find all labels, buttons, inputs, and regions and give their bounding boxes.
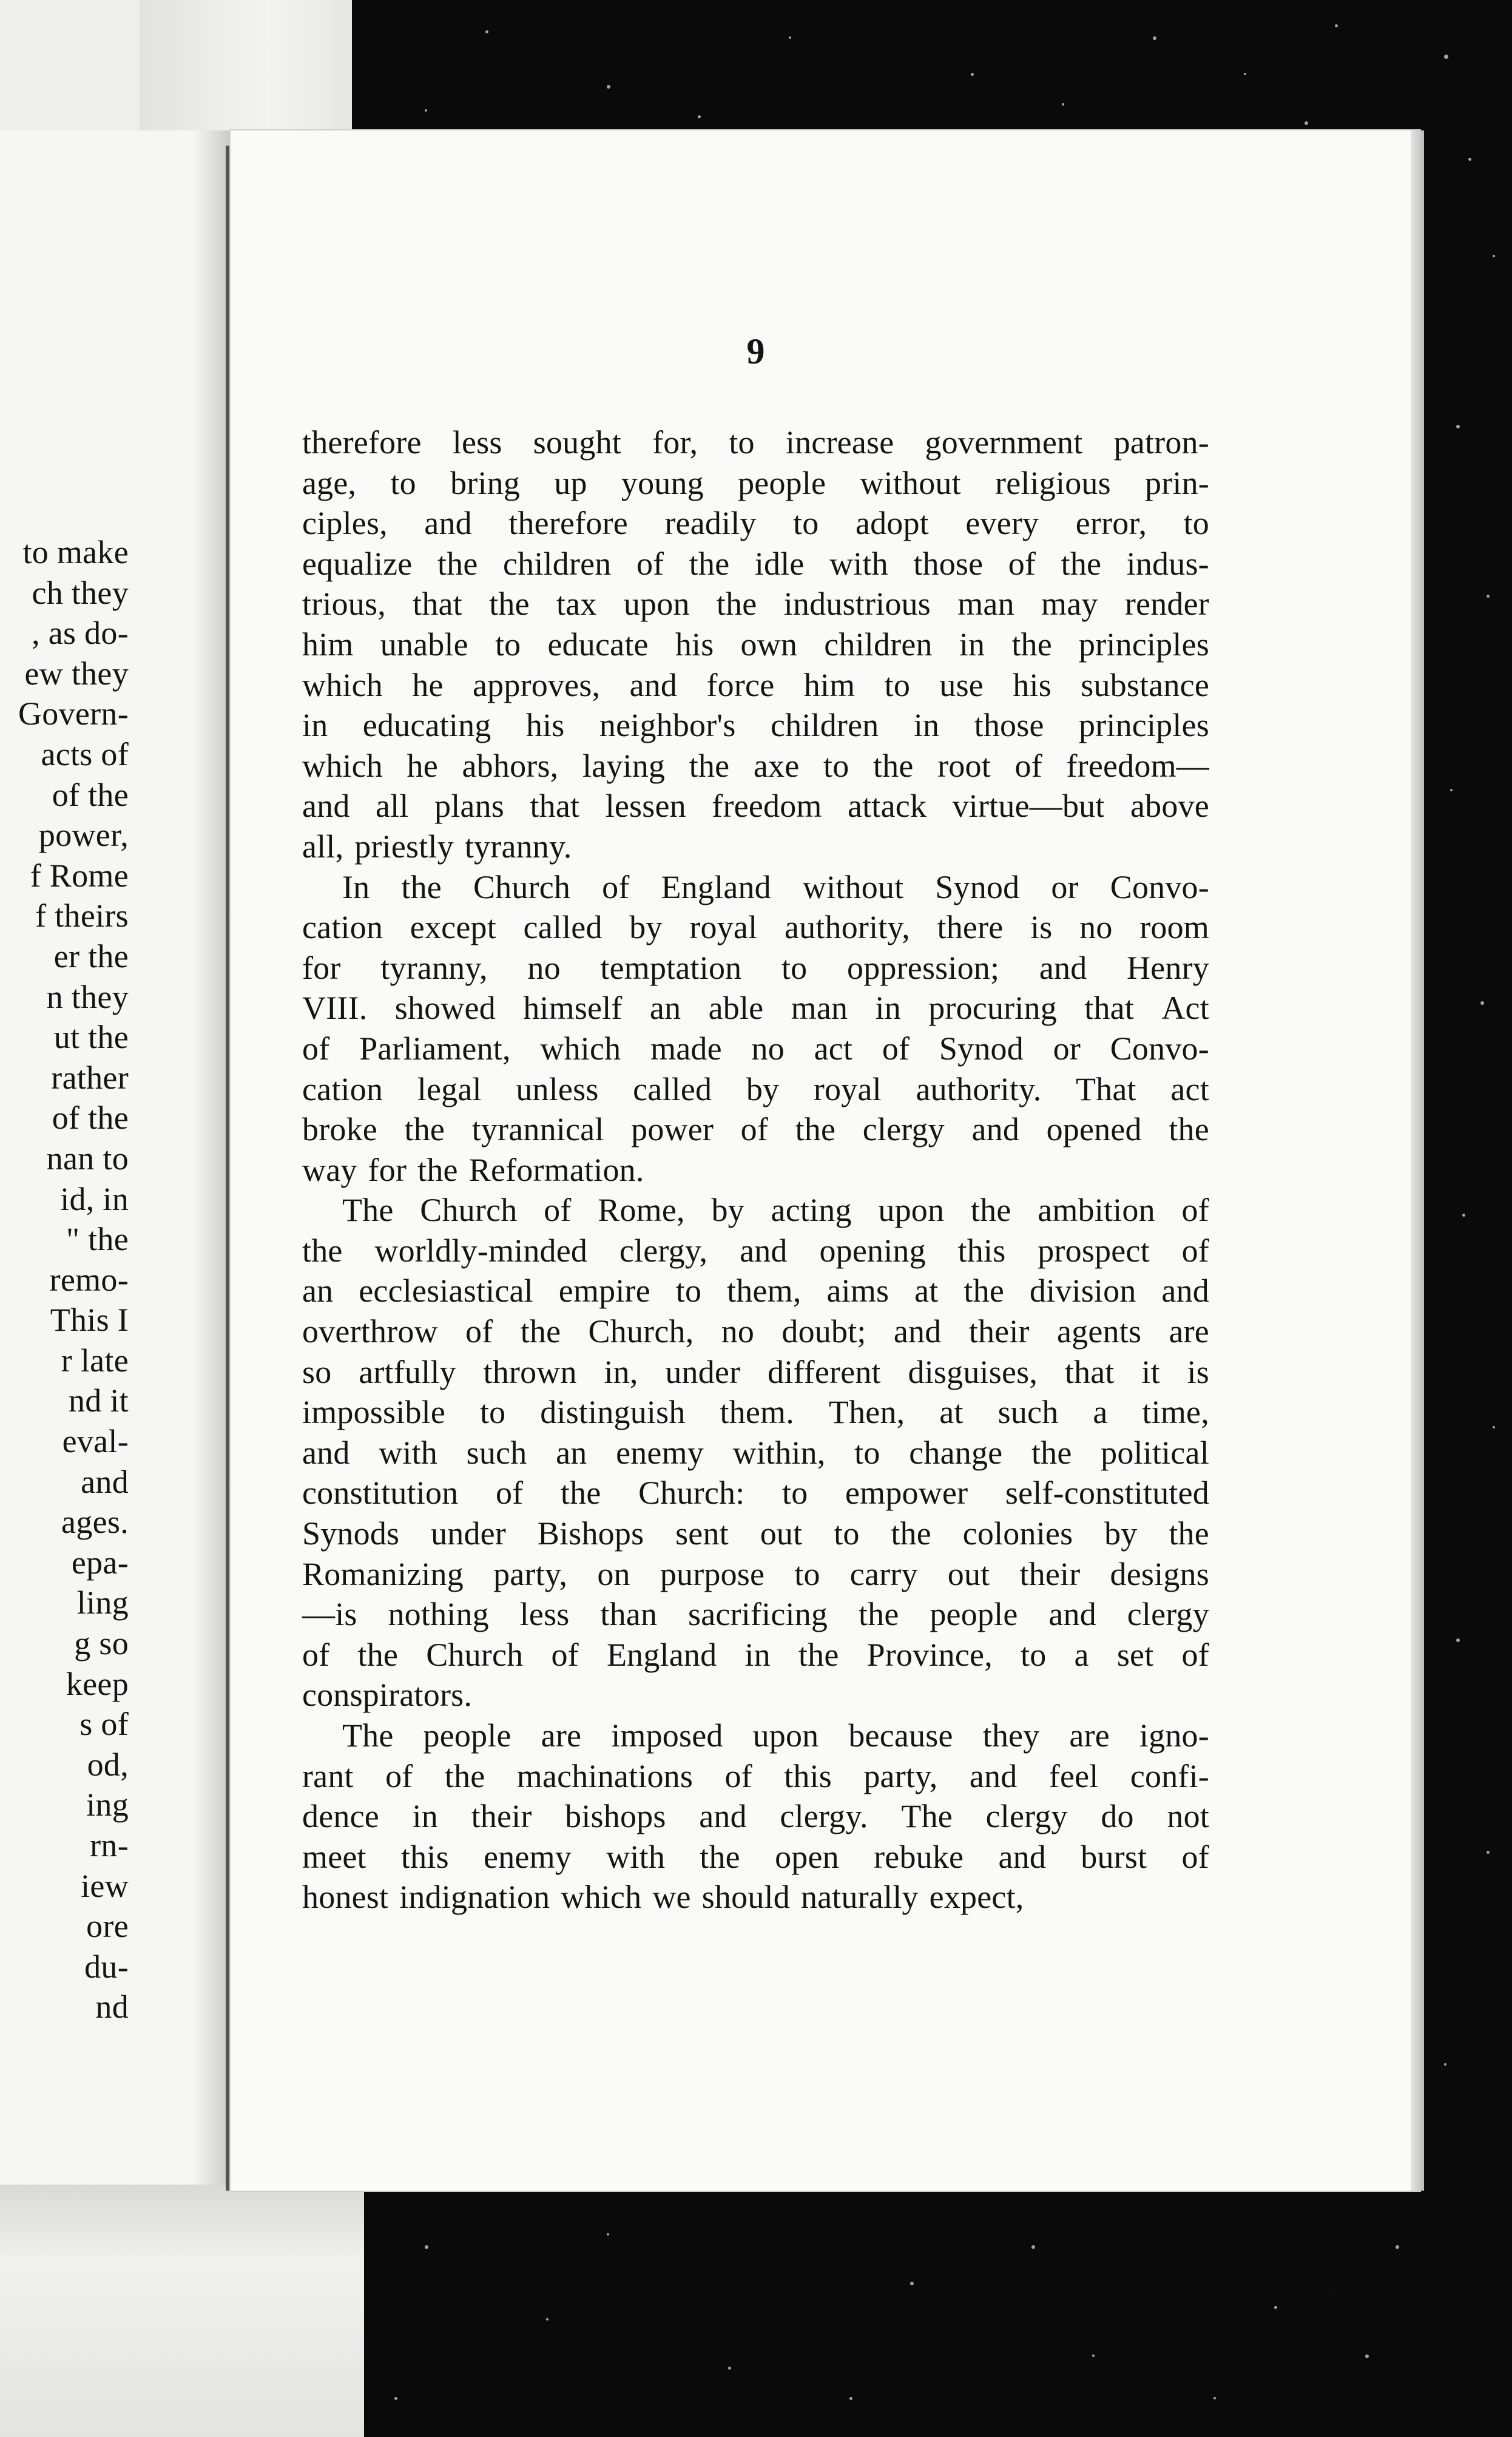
text-line: —is nothing less than sacrificing the people and clergy — [302, 1596, 1209, 1633]
text-line: equalize the children of the idle with those of the indus- — [302, 545, 1209, 582]
text-line: which he abhors, laying the axe to the root of freedom— — [302, 747, 1209, 784]
left-page-fragment-line: ing — [86, 1786, 129, 1824]
paragraph — [302, 1190, 1209, 1715]
left-page-fragment-line: nd — [95, 1989, 129, 2026]
spine-top — [140, 0, 352, 149]
text-line: impossible to distinguish them. Then, at such a time, — [302, 1394, 1209, 1431]
text-line: conspirators. — [302, 1677, 473, 1714]
left-page-fragment-line: ore — [86, 1908, 129, 1945]
text-line: age, to bring up young people without religious prin- — [302, 464, 1209, 501]
left-page-fragment-line: ling — [76, 1584, 129, 1621]
left-page-fragment-line: eval- — [62, 1423, 129, 1460]
left-page-fragment-line: keep — [66, 1665, 129, 1702]
left-page-fragment-line: n they — [46, 978, 129, 1015]
text-line: in educating his neighbor's children in those principles — [302, 707, 1209, 744]
text-line: which he approves, and force him to use his substance — [302, 666, 1209, 703]
paragraph — [302, 867, 1209, 1191]
text-line: In the Church of England without Synod or Convo- — [342, 868, 1209, 905]
left-page-fragment-line: rn- — [90, 1827, 129, 1864]
left-page-fragment-line: This I — [50, 1302, 129, 1339]
left-page-text-fragments — [18, 532, 129, 2027]
left-page-fragment-line: and — [81, 1463, 129, 1500]
left-page-fragment-line: f theirs — [35, 897, 129, 935]
text-line: rant of the machinations of this party, and feel confi- — [302, 1757, 1209, 1794]
left-page-fragment-line: ut the — [53, 1019, 129, 1056]
left-page-fragment-line: nan to — [46, 1140, 129, 1177]
left-page-fragment-line: du- — [84, 1948, 129, 1985]
left-page-fragment-line: id, in — [60, 1180, 129, 1217]
text-line: broke the tyrannical power of the clergy and opened the — [302, 1111, 1209, 1148]
left-page-fragment-line: od, — [87, 1746, 129, 1783]
text-line: all, priestly tyranny. — [302, 828, 572, 865]
left-page-fragment-line: s of — [79, 1706, 129, 1743]
text-line: an ecclesiastical empire to them, aims at the division and — [302, 1273, 1209, 1310]
text-line: Romanizing party, on purpose to carry out their designs — [302, 1555, 1209, 1592]
left-page-fragment-line: of the — [52, 1100, 129, 1137]
text-line: dence in their bishops and clergy. The clergy do not — [302, 1798, 1209, 1835]
text-line: of Parliament, which made no act of Synod or Convo- — [302, 1030, 1209, 1067]
text-line: honest indignation which we should naturally expect, — [302, 1879, 1024, 1916]
text-line: ciples, and therefore readily to adopt every error, to — [302, 505, 1209, 542]
text-line: trious, that the tax upon the industrious man may render — [302, 586, 1209, 623]
left-page-fragment-line: r late — [61, 1342, 129, 1379]
left-page-fragment-line: ages. — [61, 1504, 129, 1541]
left-page-fragment-line: of the — [52, 776, 129, 813]
left-page-fragment-line: nd it — [68, 1382, 129, 1419]
left-page-fragment-line: acts of — [41, 735, 129, 772]
main-page-edge — [1411, 130, 1424, 2191]
paragraph — [302, 1715, 1209, 1918]
text-line: of the Church of England in the Province, to a set of — [302, 1636, 1209, 1673]
left-page-fragment-line: " the — [66, 1221, 129, 1258]
text-line: way for the Reformation. — [302, 1151, 644, 1188]
body-text — [302, 422, 1209, 1918]
text-line: The Church of Rome, by acting upon the ambition of — [342, 1192, 1209, 1229]
left-page-fragment-line: remo- — [49, 1261, 129, 1298]
left-page-fragment-line: to make — [22, 534, 129, 570]
text-line: The people are imposed upon because they are igno- — [342, 1717, 1209, 1754]
text-line: meet this enemy with the open rebuke and burst of — [302, 1838, 1209, 1875]
left-page-fragment-line: rather — [51, 1059, 129, 1096]
text-line: overthrow of the Church, no doubt; and their agents are — [302, 1313, 1209, 1350]
text-line: him unable to educate his own children in the principles — [302, 626, 1209, 663]
left-page-fragment-line: Govern- — [18, 695, 129, 732]
page-number: 9 — [746, 331, 766, 371]
text-line: the worldly-minded clergy, and opening this prospect of — [302, 1232, 1209, 1269]
left-page-fragment-line: , as do- — [32, 615, 129, 652]
text-line: VIII. showed himself an able man in procuring that Act — [302, 990, 1209, 1027]
text-line: cation legal unless called by royal authority. That act — [302, 1070, 1209, 1107]
binding-bottom-block — [0, 2185, 364, 2437]
left-page-shadow — [193, 130, 231, 2194]
text-line: therefore less sought for, to increase government patron- — [302, 424, 1209, 461]
left-page-fragment-line: epa- — [71, 1544, 129, 1581]
text-line: for tyranny, no temptation to oppression; and Henry — [302, 949, 1209, 986]
text-line: cation except called by royal authority, there is no room — [302, 909, 1209, 946]
left-page-fragment-line: er the — [53, 938, 129, 975]
left-page-fragment-line: g so — [74, 1625, 129, 1662]
left-page-fragment-line: power, — [38, 817, 129, 854]
text-line: and all plans that lessen freedom attack virtue—but above — [302, 788, 1209, 825]
left-page-fragment-line: iew — [81, 1867, 129, 1904]
left-page-fragment-line: ew they — [24, 655, 129, 692]
text-line: and with such an enemy within, to change the political — [302, 1434, 1209, 1471]
left-page-fragment-line: ch they — [32, 574, 129, 611]
text-line: Synods under Bishops sent out to the colonies by the — [302, 1515, 1209, 1552]
text-line: constitution of the Church: to empower self-constituted — [302, 1475, 1209, 1512]
paragraph — [302, 422, 1209, 867]
text-line: so artfully thrown in, under different disguises, that it is — [302, 1353, 1209, 1390]
previous-page-top-strip — [0, 0, 352, 149]
left-page-fragment-line: f Rome — [30, 857, 129, 894]
